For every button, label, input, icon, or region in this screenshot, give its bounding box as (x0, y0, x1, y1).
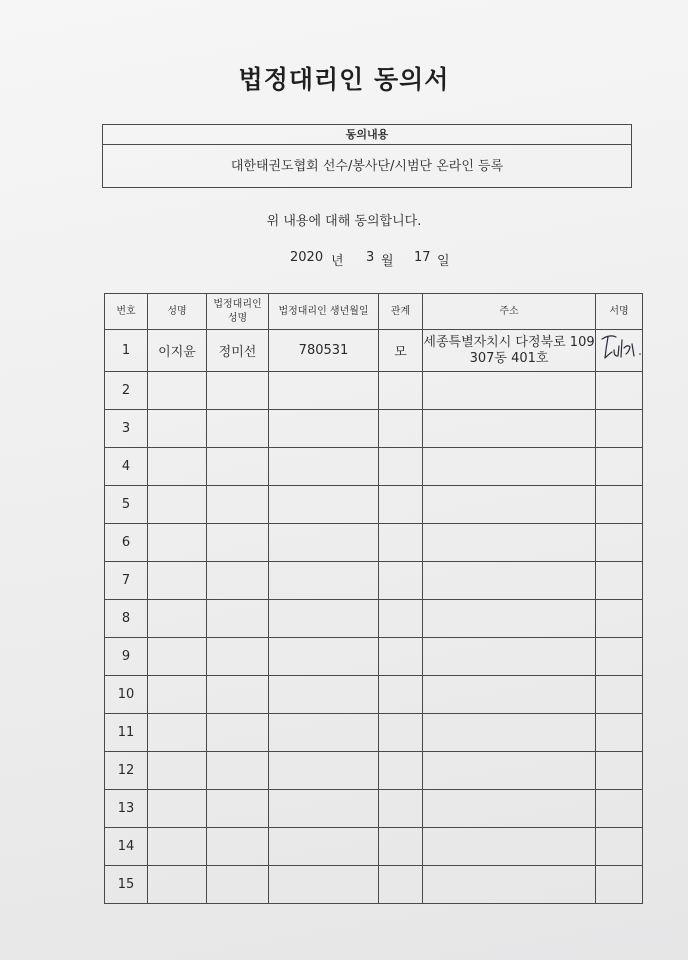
cell-guardian-name (207, 828, 269, 866)
cell-guardian-birthdate (269, 524, 379, 562)
cell-number: 2 (105, 372, 148, 410)
table-row (105, 410, 643, 448)
cell-number: 8 (105, 600, 148, 638)
cell-name (148, 524, 207, 562)
date-year: 2020 (290, 250, 324, 265)
agreement-statement: 위 내용에 대해 동의합니다. (266, 214, 422, 229)
cell-guardian-name (207, 714, 269, 752)
cell-guardian-birthdate (269, 600, 379, 638)
cell-name (148, 448, 207, 486)
cell-name (148, 866, 207, 904)
cell-number: 15 (105, 866, 148, 904)
cell-signature (596, 486, 643, 524)
cell-guardian-birthdate (269, 790, 379, 828)
cell-relation: 모 (379, 330, 423, 372)
cell-address (423, 866, 596, 904)
cell-guardian-birthdate (269, 828, 379, 866)
cell-relation (379, 562, 423, 600)
cell-address (423, 790, 596, 828)
cell-address (423, 676, 596, 714)
handwritten-signature (596, 330, 643, 367)
cell-relation (379, 866, 423, 904)
cell-name (148, 486, 207, 524)
table-row (105, 752, 643, 790)
cell-number: 14 (105, 828, 148, 866)
cell-guardian-name (207, 372, 269, 410)
cell-relation (379, 752, 423, 790)
cell-relation (379, 828, 423, 866)
consent-box (102, 124, 632, 188)
cell-relation (379, 410, 423, 448)
cell-number: 4 (105, 448, 148, 486)
cell-name (148, 828, 207, 866)
cell-number: 3 (105, 410, 148, 448)
cell-address: 세종특별자치시 다정북로 109 307동 401호 (423, 330, 596, 372)
cell-address (423, 600, 596, 638)
cell-signature (596, 638, 643, 676)
cell-signature (596, 600, 643, 638)
cell-number: 6 (105, 524, 148, 562)
cell-name (148, 372, 207, 410)
table-row (105, 524, 643, 562)
cell-number: 7 (105, 562, 148, 600)
cell-guardian-birthdate (269, 752, 379, 790)
cell-guardian-name (207, 866, 269, 904)
cell-guardian-birthdate: 780531 (269, 330, 379, 372)
cell-number: 10 (105, 676, 148, 714)
cell-name (148, 562, 207, 600)
cell-guardian-name (207, 600, 269, 638)
date-day: 17 (414, 250, 431, 265)
cell-signature (596, 372, 643, 410)
cell-relation (379, 600, 423, 638)
header-relation: 관계 (379, 294, 423, 330)
cell-address (423, 486, 596, 524)
cell-guardian-birthdate (269, 410, 379, 448)
cell-guardian-name (207, 448, 269, 486)
date-year-unit: 년 (331, 254, 344, 269)
cell-guardian-birthdate (269, 448, 379, 486)
cell-number: 13 (105, 790, 148, 828)
table-row (105, 486, 643, 524)
document-title: 법정대리인 동의서 (238, 65, 450, 94)
cell-guardian-name (207, 752, 269, 790)
cell-guardian-birthdate (269, 866, 379, 904)
date-month-unit: 월 (381, 254, 394, 269)
table-row (105, 372, 643, 410)
cell-signature (596, 714, 643, 752)
cell-signature (596, 410, 643, 448)
cell-address (423, 372, 596, 410)
cell-guardian-birthdate (269, 714, 379, 752)
cell-address (423, 828, 596, 866)
table-row (105, 866, 643, 904)
cell-signature (596, 866, 643, 904)
cell-name: 이지윤 (148, 330, 207, 372)
cell-address (423, 752, 596, 790)
cell-signature (596, 330, 643, 372)
table-row (105, 562, 643, 600)
cell-address (423, 714, 596, 752)
cell-name (148, 676, 207, 714)
date-day-unit: 일 (437, 254, 450, 269)
cell-number: 1 (105, 330, 148, 372)
cell-address (423, 410, 596, 448)
cell-guardian-name (207, 790, 269, 828)
table-row (105, 448, 643, 486)
date-month: 3 (366, 250, 375, 265)
cell-number: 11 (105, 714, 148, 752)
cell-relation (379, 676, 423, 714)
consent-text: 대한태권도협회 선수/봉사단/시범단 온라인 등록 (230, 159, 504, 174)
table-row (105, 790, 643, 828)
table-row (105, 600, 643, 638)
consent-header: 동의내용 (103, 125, 631, 145)
header-address: 주소 (423, 294, 596, 330)
cell-relation (379, 448, 423, 486)
cell-name (148, 714, 207, 752)
cell-guardian-birthdate (269, 486, 379, 524)
cell-name (148, 600, 207, 638)
cell-signature (596, 562, 643, 600)
cell-relation (379, 372, 423, 410)
cell-name (148, 638, 207, 676)
header-guardian-name: 법정대리인 성명 (207, 294, 269, 330)
cell-guardian-name (207, 524, 269, 562)
table-header-row (105, 294, 643, 330)
cell-address (423, 524, 596, 562)
cell-number: 5 (105, 486, 148, 524)
cell-signature (596, 790, 643, 828)
cell-guardian-name (207, 676, 269, 714)
table-row (105, 330, 643, 372)
header-guardian-birthdate: 법정대리인 생년월일 (269, 294, 379, 330)
header-name: 성명 (148, 294, 207, 330)
cell-relation (379, 638, 423, 676)
cell-name (148, 410, 207, 448)
cell-name (148, 790, 207, 828)
cell-guardian-birthdate (269, 638, 379, 676)
cell-relation (379, 486, 423, 524)
cell-address (423, 448, 596, 486)
cell-guardian-name (207, 410, 269, 448)
cell-guardian-name (207, 486, 269, 524)
header-number: 번호 (105, 294, 148, 330)
cell-number: 12 (105, 752, 148, 790)
cell-number: 9 (105, 638, 148, 676)
cell-signature (596, 448, 643, 486)
cell-address (423, 562, 596, 600)
cell-name (148, 752, 207, 790)
cell-signature (596, 752, 643, 790)
header-signature: 서명 (596, 294, 643, 330)
cell-relation (379, 714, 423, 752)
table-row (105, 714, 643, 752)
cell-guardian-birthdate (269, 562, 379, 600)
table-row (105, 828, 643, 866)
cell-guardian-birthdate (269, 372, 379, 410)
cell-guardian-name (207, 562, 269, 600)
cell-guardian-name (207, 638, 269, 676)
cell-guardian-name: 정미선 (207, 330, 269, 372)
cell-signature (596, 524, 643, 562)
cell-relation (379, 790, 423, 828)
guardian-table (104, 293, 643, 904)
cell-address (423, 638, 596, 676)
cell-guardian-birthdate (269, 676, 379, 714)
table-row (105, 676, 643, 714)
cell-signature (596, 828, 643, 866)
table-row (105, 638, 643, 676)
cell-relation (379, 524, 423, 562)
cell-signature (596, 676, 643, 714)
